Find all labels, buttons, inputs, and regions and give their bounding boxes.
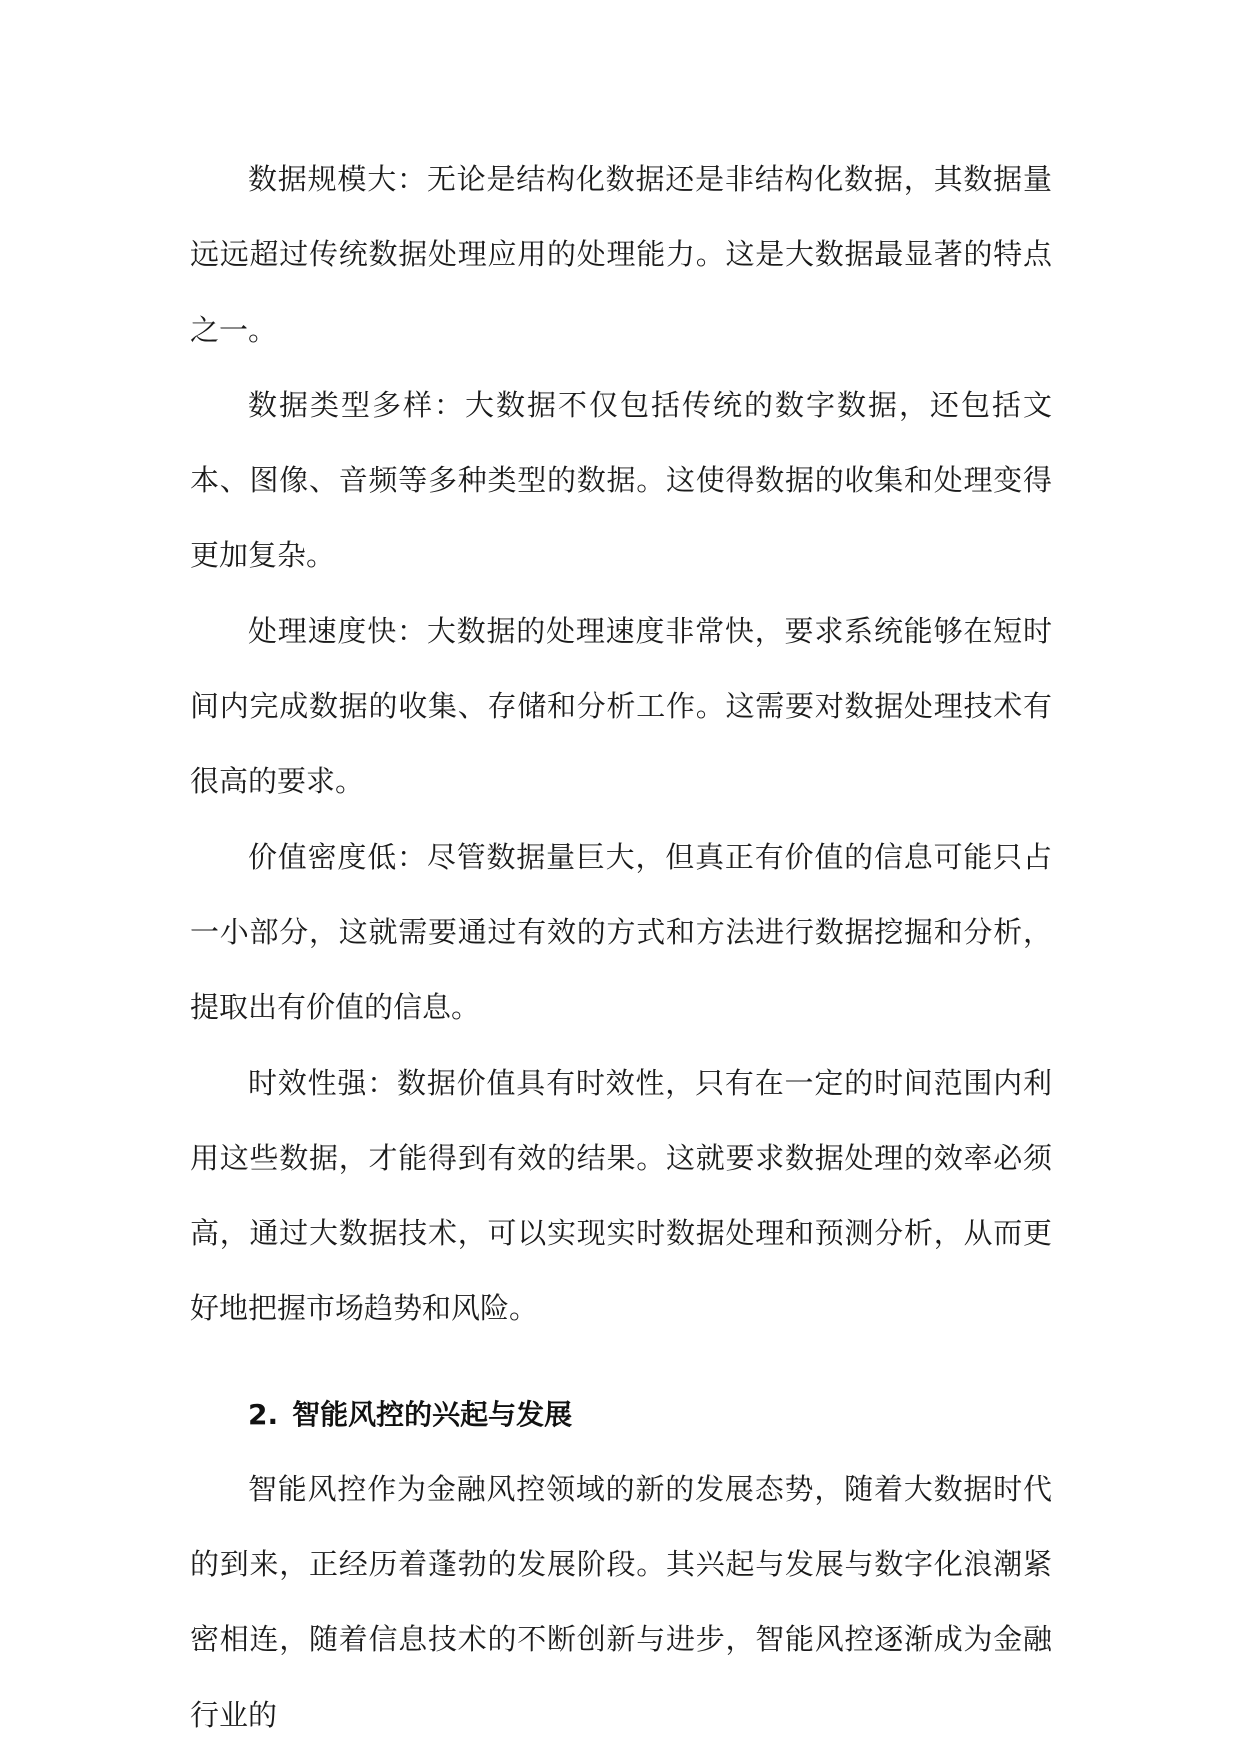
document-body — [190, 142, 1052, 1753]
section-number: 2. — [248, 1397, 279, 1431]
paragraph-value-density: 价值密度低：尽管数据量巨大，但真正有价值的信息可能只占一小部分，这就需要通过有效的方式和方法进行数据挖掘和分析，提取出有价值的信息。 — [190, 839, 1052, 1025]
paragraph-processing-speed: 处理速度快：大数据的处理速度非常快，要求系统能够在短时间内完成数据的收集、存储和分析工作。这需要对数据处理技术有很高的要求。 — [190, 613, 1052, 799]
section-title: 智能风控的兴起与发展 — [292, 1397, 573, 1431]
paragraph-data-scale: 数据规模大：无论是结构化数据还是非结构化数据，其数据量远远超过传统数据处理应用的处理能力。这是大数据最显著的特点之一。 — [190, 162, 1052, 347]
paragraph-intelligent-risk-control: 智能风控作为金融风控领域的新的发展态势，随着大数据时代的到来，正经历着蓬勃的发展阶段。其兴起与发展与数字化浪潮紧密相连，随着信息技术的不断创新与进步，智能风控逐渐成为金融行业的 — [190, 1471, 1052, 1732]
paragraph-timeliness: 时效性强：数据价值具有时效性，只有在一定的时间范围内利用这些数据，才能得到有效的结果。这就要求数据处理的效率必须高，通过大数据技术，可以实现实时数据处理和预测分析，从而更好地把握市场趋势和风险。 — [190, 1065, 1052, 1326]
section-heading — [190, 1377, 1052, 1452]
paragraph-data-variety: 数据类型多样：大数据不仅包括传统的数字数据，还包括文本、图像、音频等多种类型的数据。这使得数据的收集和处理变得更加复杂。 — [190, 387, 1052, 573]
